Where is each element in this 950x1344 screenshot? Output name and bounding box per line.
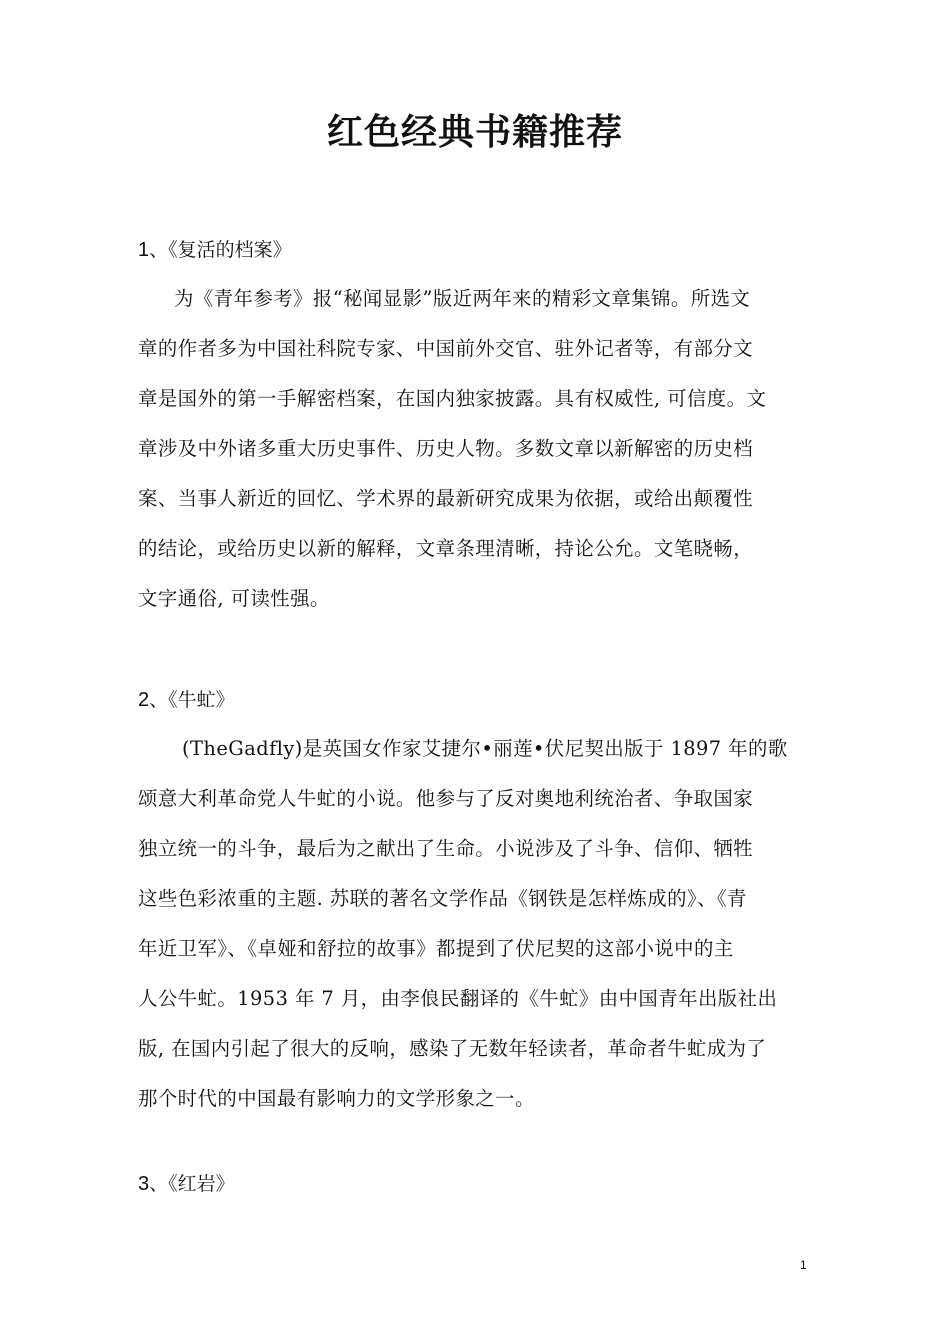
section-heading-3 <box>138 1172 235 1196</box>
section-separator: 、 <box>149 239 169 261</box>
paragraph-line: 版, 在国内引起了很大的反响，感染了无数年轻读者，革命者牛虻成为了 <box>138 1037 767 1060</box>
paragraph-line: 章的作者多为中国社科院专家、中国前外交官、驻外记者等，有部分文 <box>138 337 754 360</box>
page-title: 红色经典书籍推荐 <box>326 112 623 153</box>
book-title: 《牛虻》 <box>168 689 235 711</box>
paragraph-line: 章是国外的第一手解密档案，在国内独家披露。具有权威性, 可信度。文 <box>138 387 767 410</box>
section-separator: 、 <box>149 689 169 711</box>
paragraph-line: 那个时代的中国最有影响力的文学形象之一。 <box>138 1087 535 1110</box>
paragraph-line: 章涉及中外诸多重大历史事件、历史人物。多数文章以新解密的历史档 <box>138 437 754 460</box>
paragraph-line: 文字通俗, 可读性强。 <box>138 587 330 610</box>
section-number: 2 <box>138 689 150 711</box>
paragraph-line: 年近卫军》、《卓娅和舒拉的故事》都提到了伏尼契的这部小说中的主 <box>138 937 734 960</box>
book-title: 《红岩》 <box>168 1173 235 1195</box>
section-paragraph-2 <box>138 724 818 1124</box>
paragraph-line: 这些色彩浓重的主题. 苏联的著名文学作品《钢铁是怎样炼成的》、《青 <box>138 887 747 910</box>
paragraph-line: 独立统一的斗争，最后为之献出了生命。小说涉及了斗争、信仰、牺牲 <box>138 837 754 860</box>
paragraph-line: 为《青年参考》报“秘闻显影”版近两年来的精彩文章集锦。所选文 <box>174 287 751 310</box>
book-title: 《复活的档案》 <box>168 239 292 261</box>
section-number: 3 <box>138 1173 150 1195</box>
paragraph-line: 人公牛虻。1953 年 7 月，由李俍民翻译的《牛虻》由中国青年出版社出 <box>138 987 778 1010</box>
section-separator: 、 <box>149 1173 169 1195</box>
page-number: 1 <box>800 1258 807 1272</box>
paragraph-line: 颂意大利革命党人牛虻的小说。他参与了反对奥地利统治者、争取国家 <box>138 787 754 810</box>
section-number: 1 <box>138 239 150 261</box>
section-paragraph-1 <box>138 274 818 624</box>
paragraph-line: (TheGadfly)是英国女作家艾捷尔•丽莲•伏尼契出版于 1897 年的歌 <box>182 737 788 760</box>
paragraph-line: 案、当事人新近的回忆、学术界的最新研究成果为依据，或给出颠覆性 <box>138 487 754 510</box>
paragraph-line: 的结论，或给历史以新的解释，文章条理清晰，持论公允。文笔晓畅， <box>138 537 754 560</box>
section-heading-2 <box>138 688 235 712</box>
section-heading-1 <box>138 238 292 262</box>
